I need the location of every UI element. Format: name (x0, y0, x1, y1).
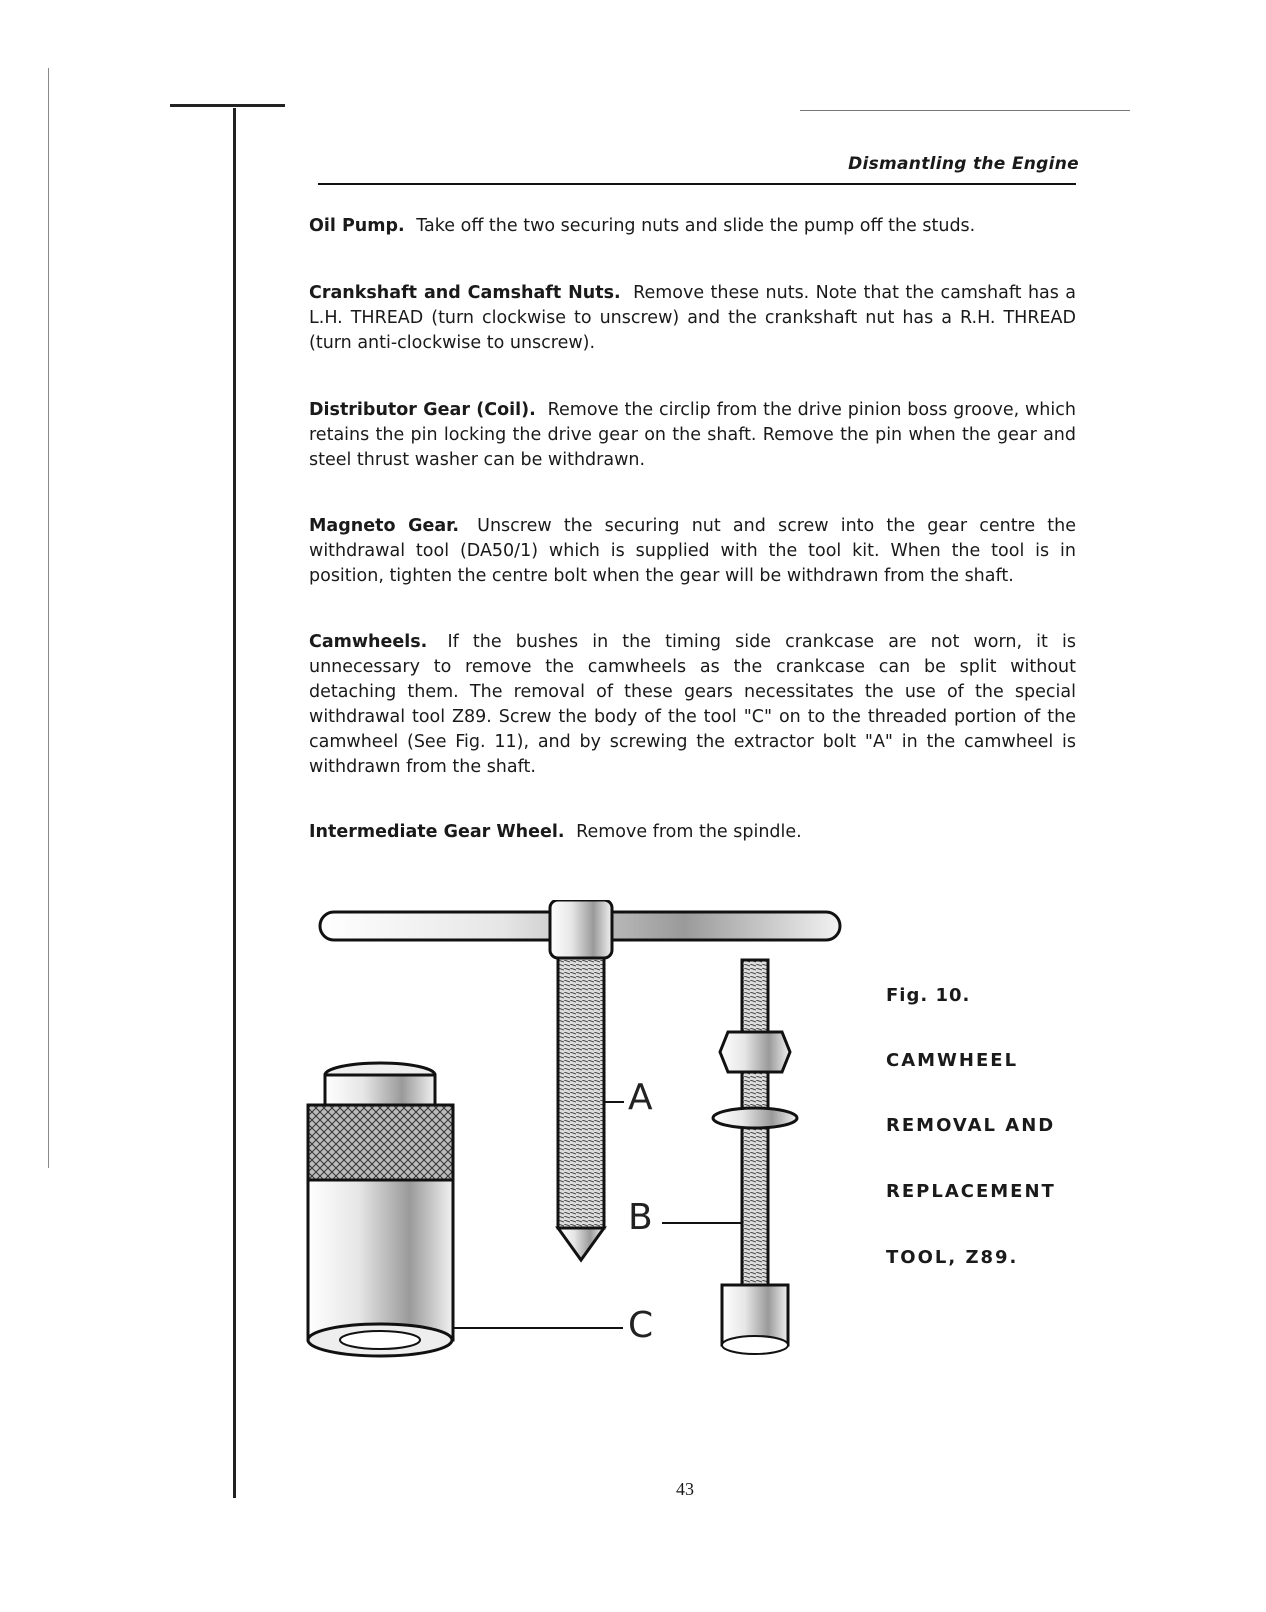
extractor-bolt-a (558, 958, 604, 1260)
label-b: B (628, 1197, 653, 1238)
camwheel-tool-illustration (300, 900, 880, 1410)
header-rule (318, 183, 1076, 185)
section-body: Remove these nuts. Note that the camshaft has a L.H. THREAD (turn clockwise to unscrew) and the crankshaft nut has a R.H. THREAD (turn anti-clockwise to unscrew). (309, 283, 1076, 353)
top-stray-line (800, 110, 1130, 111)
figure-caption-line: REPLACEMENT (886, 1181, 1056, 1202)
section-heading: Camwheels. (309, 632, 428, 652)
section-crankshaft-camshaft-nuts (309, 281, 1076, 356)
section-heading: Crankshaft and Camshaft Nuts. (309, 283, 621, 303)
binding-edge-left (48, 68, 49, 1168)
t-handle (320, 900, 840, 958)
section-camwheels (309, 630, 1076, 780)
section-heading: Intermediate Gear Wheel. (309, 822, 565, 842)
section-heading: Magneto Gear. (309, 516, 459, 536)
section-heading: Oil Pump. (309, 216, 405, 236)
label-c: C (628, 1305, 654, 1346)
section-body: Take off the two securing nuts and slide the pump off the studs. (416, 216, 976, 236)
binding-edge-vertical (233, 108, 236, 1498)
running-header: Dismantling the Engine (848, 154, 1079, 174)
section-body: Remove from the spindle. (576, 822, 802, 842)
sleeve-body-c (308, 1063, 453, 1356)
section-heading: Distributor Gear (Coil). (309, 400, 536, 420)
section-magneto-gear (309, 514, 1076, 589)
section-distributor-gear (309, 398, 1076, 473)
binding-edge-top (170, 104, 285, 107)
figure-caption-line: TOOL, Z89. (886, 1247, 1019, 1268)
bolt-assembly-b (713, 960, 797, 1354)
section-body: If the bushes in the timing side crankcase are not worn, it is unnecessary to remove the camwheels as the crankcase can be split without detaching them. The removal of these gears necessitates the use of the special withdrawal tool Z89. Screw the body of the tool "C" on to the threaded portion of the camwheel (See Fig. 11), and by screwing the extractor bolt "A" in the camwheel is withdrawn from the shaft. (309, 632, 1076, 777)
figure-number: Fig. 10. (886, 985, 971, 1006)
figure-caption-line: CAMWHEEL (886, 1050, 1019, 1071)
section-intermediate-gear-wheel (309, 820, 1076, 845)
section-body: Unscrew the securing nut and screw into the gear centre the withdrawal tool (DA50/1) which is supplied with the tool kit. When the tool is in position, tighten the centre bolt when the gear will be withdrawn from the shaft. (309, 516, 1076, 586)
section-body: Remove the circlip from the drive pinion boss groove, which retains the pin locking the drive gear on the shaft. Remove the pin when the gear and steel thrust washer can be withdrawn. (309, 400, 1076, 470)
label-a: A (628, 1077, 653, 1118)
page-number: 43 (676, 1479, 694, 1499)
section-oil-pump (309, 214, 1076, 239)
figure-caption-line: REMOVAL AND (886, 1115, 1056, 1136)
